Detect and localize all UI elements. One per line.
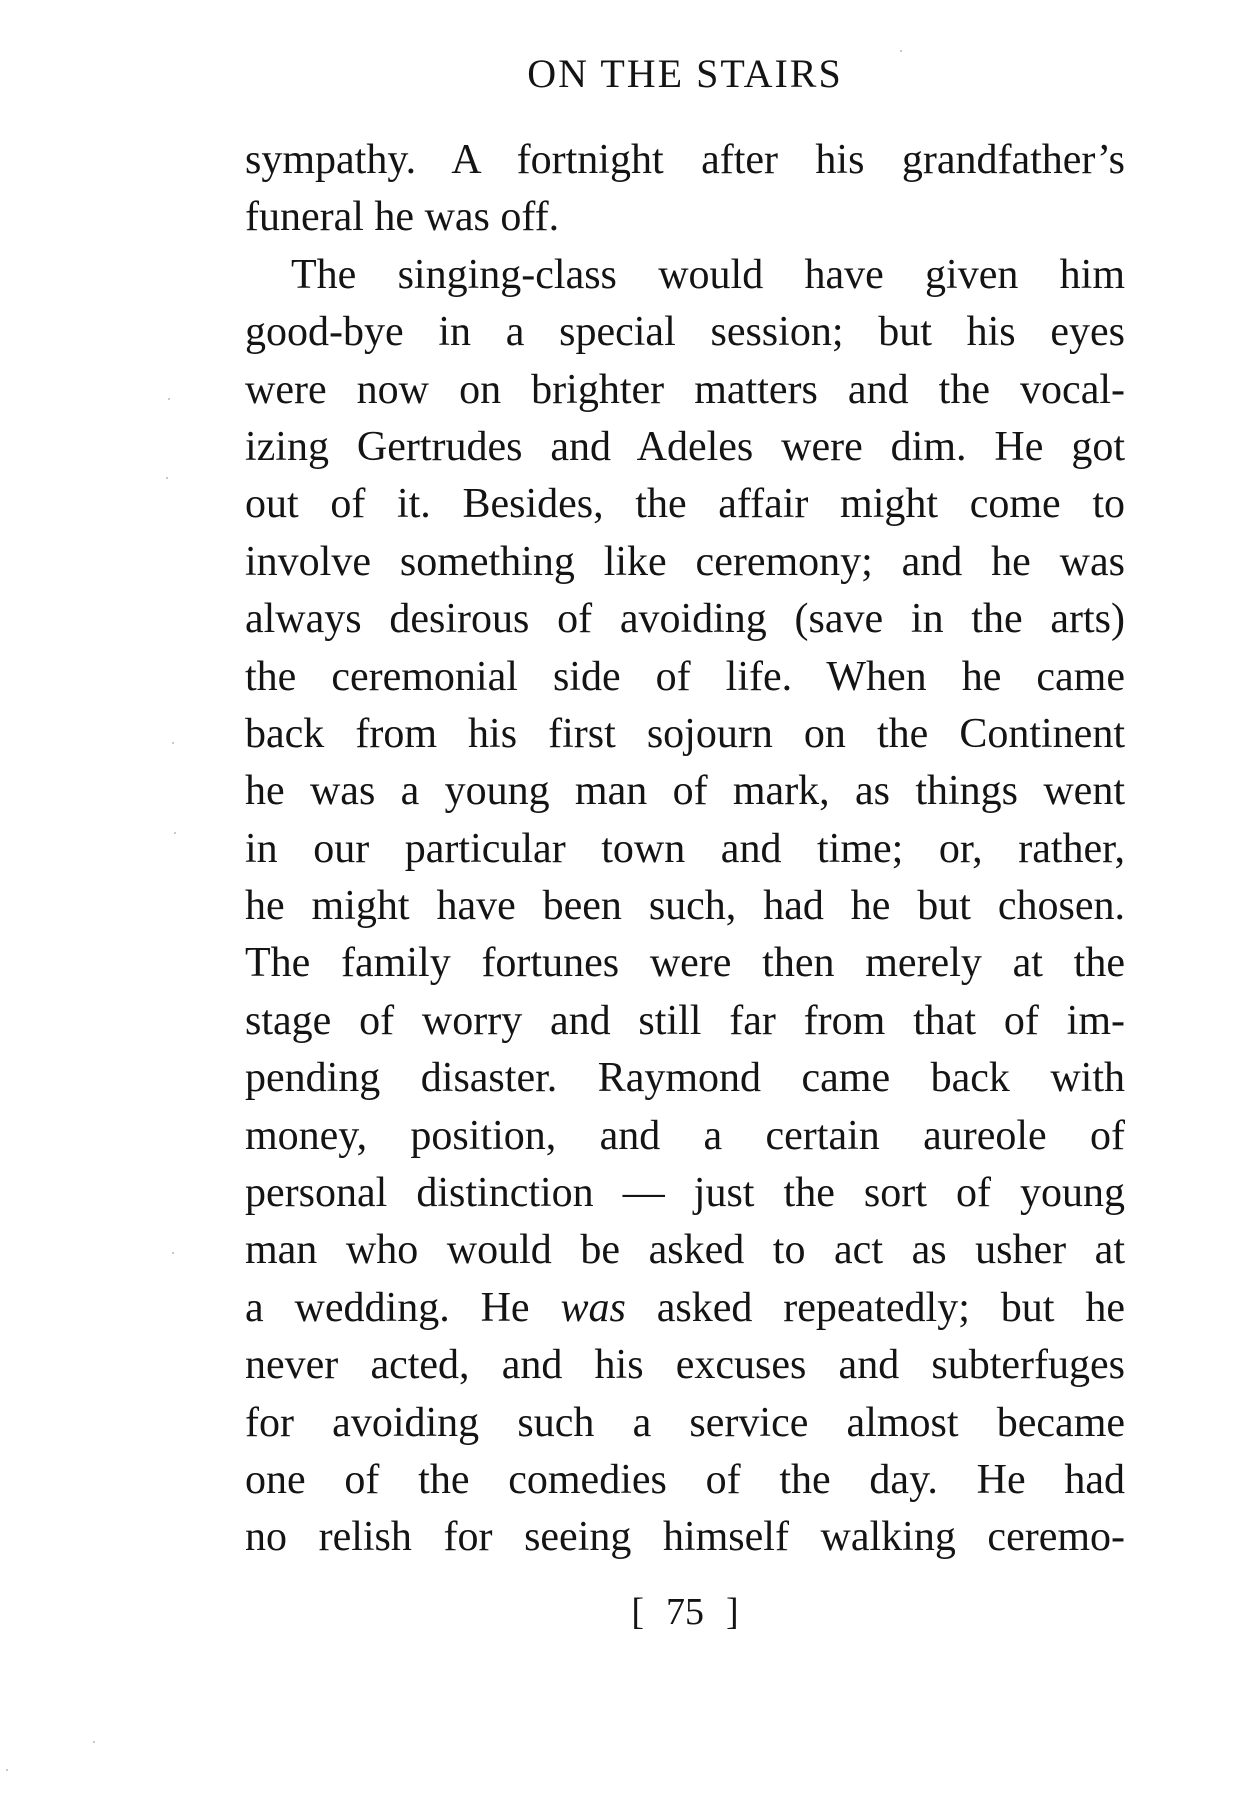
text-line: were now on brighter matters and the vocal- <box>245 366 1125 413</box>
text-line: man who would be asked to act as usher at <box>245 1227 1125 1274</box>
text-line: always desirous of avoiding (save in the arts) <box>245 596 1125 643</box>
page-number-close-bracket: ] <box>726 1591 739 1633</box>
text-line-with-italic <box>245 1280 1125 1337</box>
text-line: The singing-class would have given him <box>291 251 1125 298</box>
text-line: personal distinction — just the sort of young <box>245 1170 1125 1217</box>
text-line: he might have been such, had he but chosen. <box>245 883 1125 930</box>
body-text <box>245 132 1125 1567</box>
paper-speck <box>172 742 174 744</box>
text-line: for avoiding such a service almost became <box>245 1399 1125 1446</box>
italic-emphasis: was <box>560 1284 626 1331</box>
page-number-open-bracket: [ <box>631 1591 644 1633</box>
page-number-value: 75 <box>666 1591 704 1633</box>
paper-speck <box>168 398 170 400</box>
text-line: involve something like ceremony; and he was <box>245 538 1125 585</box>
page-number <box>245 1587 1125 1637</box>
text-line: The family fortunes were then merely at the <box>245 940 1125 987</box>
text-line: sympathy. A fortnight after his grandfather’s <box>245 137 1125 183</box>
paper-speck <box>172 1252 174 1254</box>
text-line: money, position, and a certain aureole of <box>245 1112 1125 1159</box>
paper-speck <box>900 50 902 52</box>
text-line: good-bye in a special session; but his eyes <box>245 309 1125 356</box>
running-head: ON THE STAIRS <box>527 51 843 96</box>
text-line: one of the comedies of the day. He had <box>245 1456 1125 1503</box>
text-run: asked repeatedly; but he <box>625 1284 1126 1331</box>
text-line: out of it. Besides, the affair might come to <box>245 481 1125 528</box>
paper-speck <box>174 832 176 834</box>
text-line: pending disaster. Raymond came back with <box>245 1055 1125 1102</box>
paper-speck <box>93 1741 95 1743</box>
text-line: back from his first sojourn on the Continent <box>245 710 1125 757</box>
text-line: in our particular town and time; or, rather, <box>245 825 1125 872</box>
text-line: no relish for seeing himself walking ceremo- <box>245 1514 1125 1561</box>
text-line: never acted, and his excuses and subterfuges <box>245 1342 1125 1389</box>
paper-speck <box>6 1769 8 1771</box>
text-line: the ceremonial side of life. When he came <box>245 653 1125 700</box>
text-run: a wedding. He <box>245 1284 561 1331</box>
text-line: stage of worry and still far from that of im- <box>245 997 1125 1044</box>
text-line: funeral he was off. <box>245 194 560 241</box>
text-line: he was a young man of mark, as things went <box>245 768 1125 815</box>
page-number-group <box>609 1587 760 1637</box>
paper-speck <box>166 477 168 479</box>
text-line: izing Gertrudes and Adeles were dim. He got <box>245 423 1125 470</box>
